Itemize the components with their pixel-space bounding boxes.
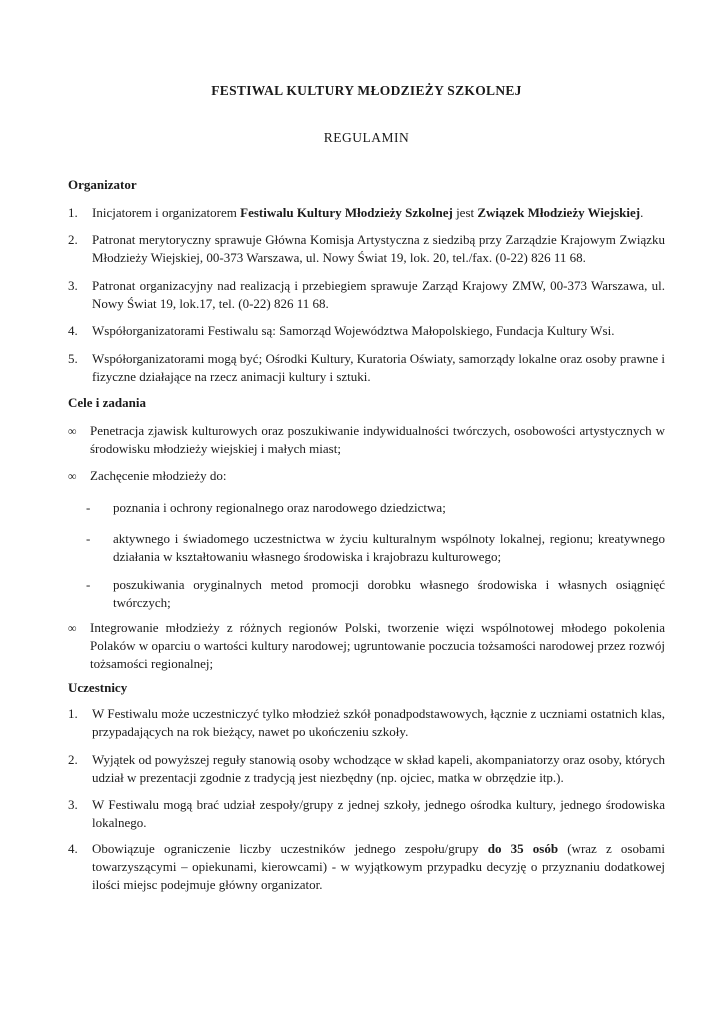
- bullet-item: [68, 467, 665, 485]
- item-number: 2.: [68, 752, 78, 767]
- section-heading-cele: Cele i zadania: [68, 395, 146, 410]
- item-number: 4.: [68, 323, 78, 338]
- cele-list: [68, 422, 665, 673]
- list-item: [68, 231, 665, 267]
- sub-bullet-item: [86, 530, 665, 566]
- sub-bullet-text: poszukiwania oryginalnych metod promocji dorobku własnego środowiska i własnych osiągnięć twórczych;: [113, 577, 665, 610]
- dash-bullet-icon: -: [86, 531, 91, 546]
- sub-bullet-item: [86, 499, 665, 517]
- infinity-bullet-icon: ∞: [68, 621, 77, 635]
- item-text: Patronat organizacyjny nad realizacją i przebiegiem sprawuje Zarząd Krajowy ZMW, 00-373 Warszawa, ul. Nowy Świat 19, lok.17, tel. (0-22) 826 11 68.: [92, 278, 665, 311]
- list-item: [68, 277, 665, 313]
- dash-bullet-icon: -: [86, 577, 91, 592]
- list-item: [68, 705, 665, 741]
- uczestnicy-list: [68, 705, 665, 894]
- list-item: [68, 350, 665, 386]
- sub-bullet-text: aktywnego i świadomego uczestnictwa w życiu kulturalnym wspólnoty lokalnej, regionu; kreatywnego działania w kształtowaniu własnego środowiska i krajobrazu kulturowego;: [113, 531, 665, 564]
- bullet-text: Zachęcenie młodzieży do:: [90, 468, 227, 483]
- dash-bullet-icon: -: [86, 500, 91, 515]
- section-heading-organizator: Organizator: [68, 177, 137, 192]
- sub-bullet-text: poznania i ochrony regionalnego oraz narodowego dziedzictwa;: [113, 500, 446, 515]
- document-title: FESTIWAL KULTURY MŁODZIEŻY SZKOLNEJ: [211, 83, 522, 98]
- item-number: 2.: [68, 232, 78, 247]
- item-text: Współorganizatorami mogą być; Ośrodki Kultury, Kuratoria Oświaty, samorządy lokalne oraz osoby prawne i fizyczne działające na rzecz animacji kultury i sztuki.: [92, 351, 665, 384]
- list-item: [68, 796, 665, 832]
- infinity-bullet-icon: ∞: [68, 469, 77, 483]
- item-number: 1.: [68, 205, 78, 220]
- list-item: [68, 322, 665, 340]
- item-number: 3.: [68, 797, 78, 812]
- bullet-item: [68, 619, 665, 673]
- item-text: W Festiwalu mogą brać udział zespoły/grupy z jednej szkoły, jednego ośrodka kultury, jednego środowiska lokalnego.: [92, 797, 665, 830]
- item-number: 4.: [68, 841, 78, 856]
- bullet-text: Integrowanie młodzieży z różnych regionów Polski, tworzenie więzi wspólnotowej młodego pokolenia Polaków w oparciu o wartości kultury narodowej; ugruntowanie poczucia tożsamości narodowej przez rozwój tożsamości regionalnej;: [90, 620, 665, 671]
- item-number: 3.: [68, 278, 78, 293]
- item-text: W Festiwalu może uczestniczyć tylko młodzież szkół ponadpodstawowych, łącznie z uczniami ostatnich klas, przypadających na rok bieżący, nawet po ukończeniu szkoły.: [92, 706, 665, 739]
- item-number: 1.: [68, 706, 78, 721]
- item-text: Patronat merytoryczny sprawuje Główna Komisja Artystyczna z siedzibą przy Zarządzie Krajowym Związku Młodzieży Wiejskiej, 00-373 Warszawa, ul. Nowy Świat 19, lok. 20, tel./fax. (0-22) 826 11 68.: [92, 232, 665, 265]
- item-text: Inicjatorem i organizatorem Festiwalu Kultury Młodzieży Szkolnej jest Związek Młodzieży Wiejskiej.: [92, 205, 644, 220]
- item-text: Obowiązuje ograniczenie liczby uczestników jednego zespołu/grupy do 35 osób (wraz z osobami towarzyszącymi – opiekunami, kierowcami) - w wyjątkowym przypadku decyzję o przyznaniu dodatkowej ilości miejsc podejmuje główny organizator.: [92, 841, 665, 892]
- item-number: 5.: [68, 351, 78, 366]
- document-subtitle: REGULAMIN: [323, 130, 410, 145]
- list-item: [68, 840, 665, 894]
- item-text: Wyjątek od powyższej reguły stanowią osoby wchodzące w skład kapeli, akompaniatorzy oraz osoby, których udział w prezentacji zgodnie z tradycją jest niezbędny (np. ojciec, matka w obrzędzie itp.).: [92, 752, 665, 785]
- list-item: [68, 204, 665, 222]
- bullet-item: [68, 422, 665, 458]
- organizator-list: [68, 204, 665, 386]
- bullet-text: Penetracja zjawisk kulturowych oraz poszukiwanie indywidualności twórczych, osobowości artystycznych w środowisku młodzieży wiejskiej i małych miast;: [90, 423, 665, 456]
- sub-bullet-item: [86, 576, 665, 612]
- item-text: Współorganizatorami Festiwalu są: Samorząd Województwa Małopolskiego, Fundacja Kultury Wsi.: [92, 323, 615, 338]
- section-heading-uczestnicy: Uczestnicy: [68, 680, 128, 695]
- list-item: [68, 751, 665, 787]
- infinity-bullet-icon: ∞: [68, 424, 77, 438]
